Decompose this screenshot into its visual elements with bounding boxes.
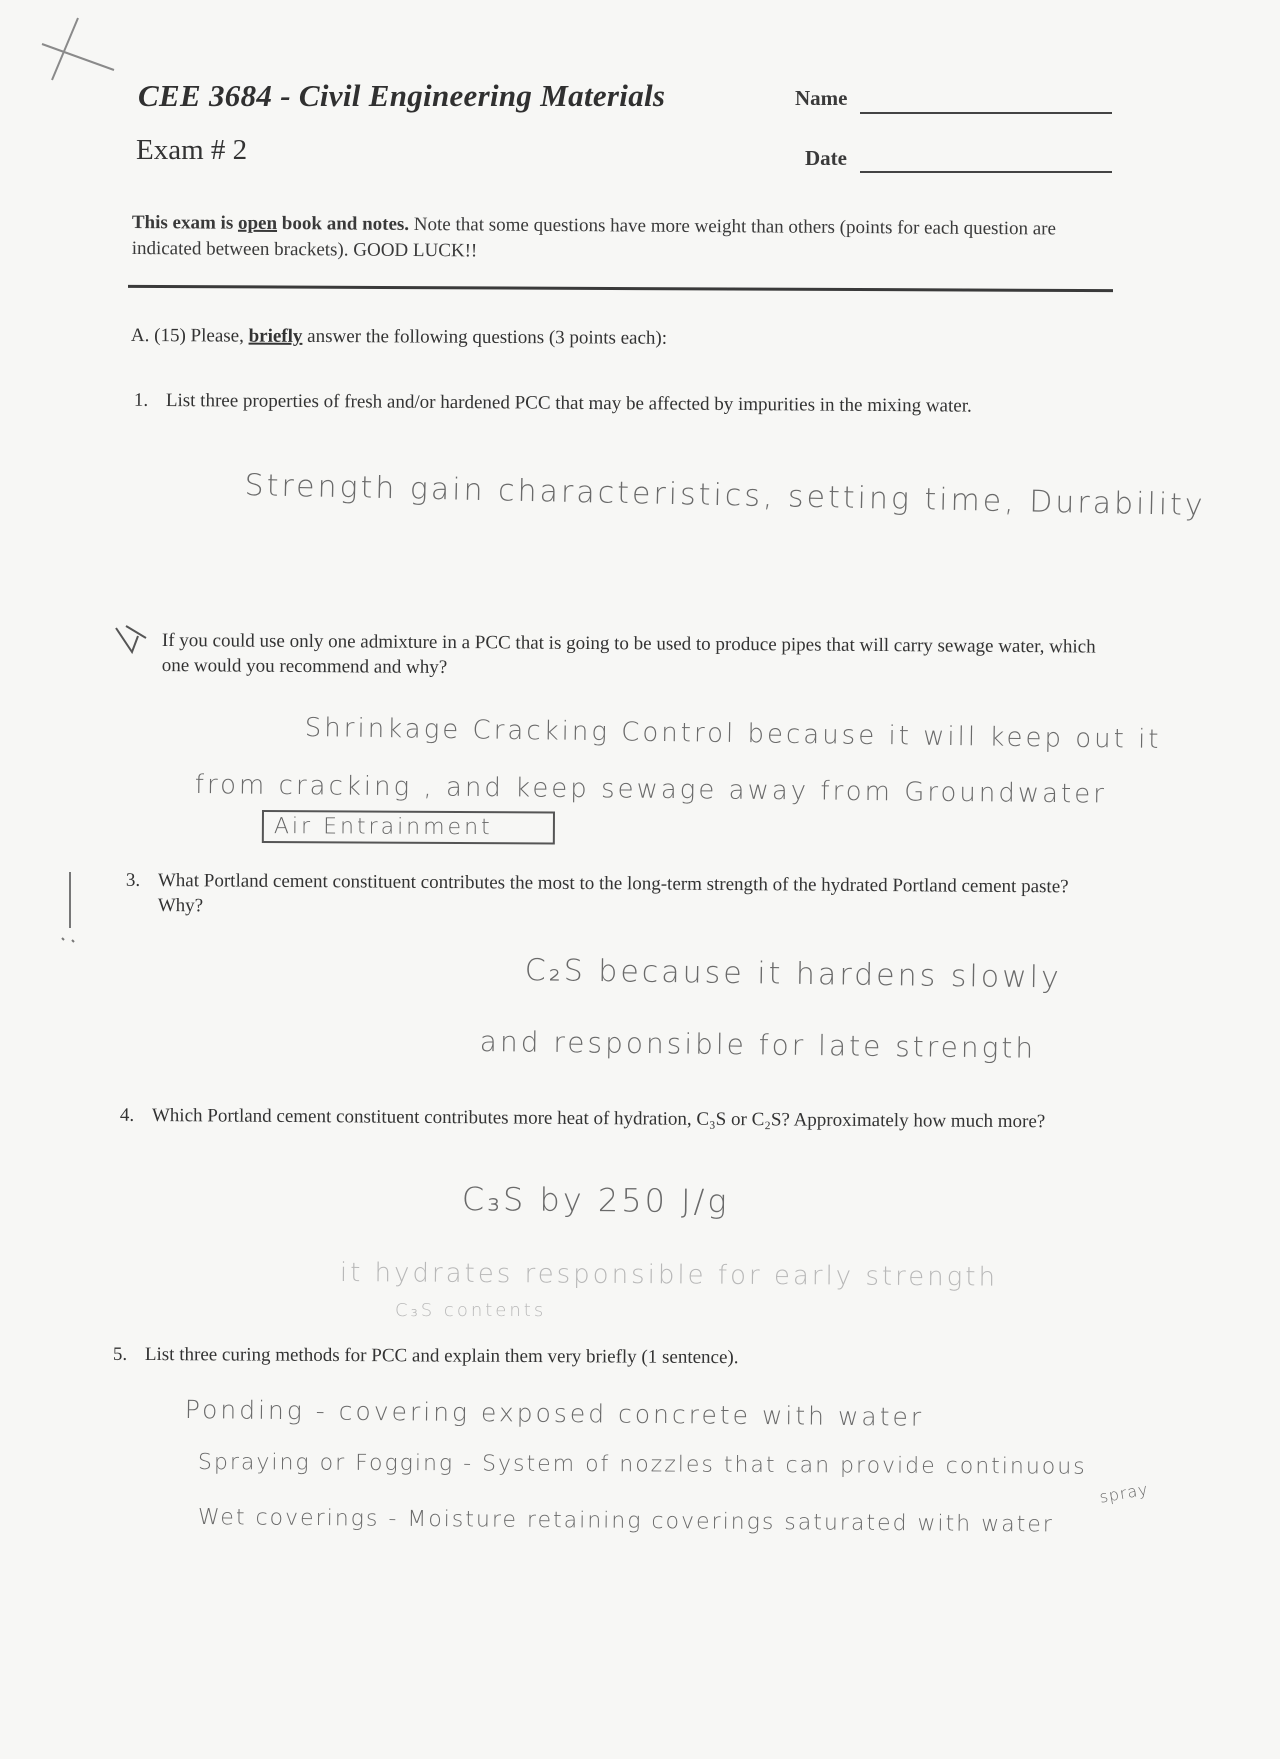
section-a-suffix: answer the following questions (3 points each): (302, 325, 668, 349)
intro-part3: Note that some questions have more weight than others (points for each question are indicated between brackets). GOOD LUCK!! (131, 213, 1057, 262)
question-4-text: Which Portland cement constituent contributes more heat of hydration, C₃S or C₂S? Approximately how much more? (151, 1105, 1046, 1133)
answer-5-line-1: Ponding - covering exposed concrete with water (184, 1395, 925, 1432)
question-2-check-icon (112, 622, 152, 656)
margin-bracket-icon (52, 868, 82, 948)
intro-open-word: open (237, 212, 278, 235)
question-3 (125, 868, 1098, 925)
intro-part1: This exam is (131, 211, 239, 234)
date-field-line[interactable] (860, 171, 1112, 173)
question-5-text: List three curing methods for PCC and explain them very briefly (1 sentence). (144, 1344, 739, 1369)
answer-3-line-2: and responsible for late strength (479, 1025, 1037, 1065)
question-5 (112, 1342, 1095, 1372)
question-3-number: 3. (125, 869, 141, 891)
exam-instructions (132, 210, 1122, 269)
answer-5-line-2: Spraying or Fogging - System of nozzles that can provide continuous (197, 1450, 1087, 1480)
answer-4-erased-line-1: it hydrates responsible for early strength (339, 1258, 999, 1293)
answer-2-boxed: Air Entrainment (262, 810, 555, 845)
question-1 (133, 388, 1101, 420)
answer-4-erased-line-2: C₃S contents (395, 1300, 547, 1321)
answer-5-marginal-note: spray (1098, 1479, 1150, 1507)
name-label: Name (795, 86, 848, 110)
question-1-number: 1. (133, 389, 149, 411)
question-2 (162, 628, 1107, 685)
answer-2-line-1: Shrinkage Cracking Control because it will keep out it (304, 713, 1162, 755)
question-4-number: 4. (119, 1104, 135, 1126)
check-mark-icon (38, 14, 118, 84)
exam-label: Exam # 2 (136, 134, 248, 166)
section-a-heading (131, 325, 667, 350)
answer-1-line-1: Strength gain characteristics, setting time, Durability (244, 468, 1206, 524)
question-2-text: If you could use only one admixture in a PCC that is going to be used to produce pipes that will carry sewage water, which one would you recommend and why? (161, 629, 1096, 678)
section-a-emphasis: briefly (248, 325, 303, 347)
question-1-text: List three properties of fresh and/or hardened PCC that may be affected by impurities in the mixing water. (165, 389, 972, 417)
answer-2-line-2: from cracking , and keep sewage away from Groundwater (194, 770, 1108, 810)
question-3-text: What Portland cement constituent contributes the most to the long-term strength of the hydrated Portland cement paste? Why? (157, 869, 1069, 917)
answer-4-line-1: C₃S by 250 J/g (461, 1180, 730, 1221)
question-4 (119, 1103, 1097, 1135)
answer-3-line-1: C₂S because it hardens slowly (524, 953, 1062, 996)
intro-part2: book and notes. (277, 213, 410, 235)
date-label: Date (805, 146, 847, 170)
question-5-number: 5. (112, 1343, 128, 1365)
answer-5-line-3: Wet coverings - Moisture retaining coverings saturated with water (197, 1505, 1054, 1538)
name-field-line[interactable] (860, 112, 1112, 114)
course-title: CEE 3684 - Civil Engineering Materials (138, 78, 666, 113)
header-divider (128, 285, 1113, 292)
section-a-prefix: A. (15) Please, (130, 325, 249, 347)
